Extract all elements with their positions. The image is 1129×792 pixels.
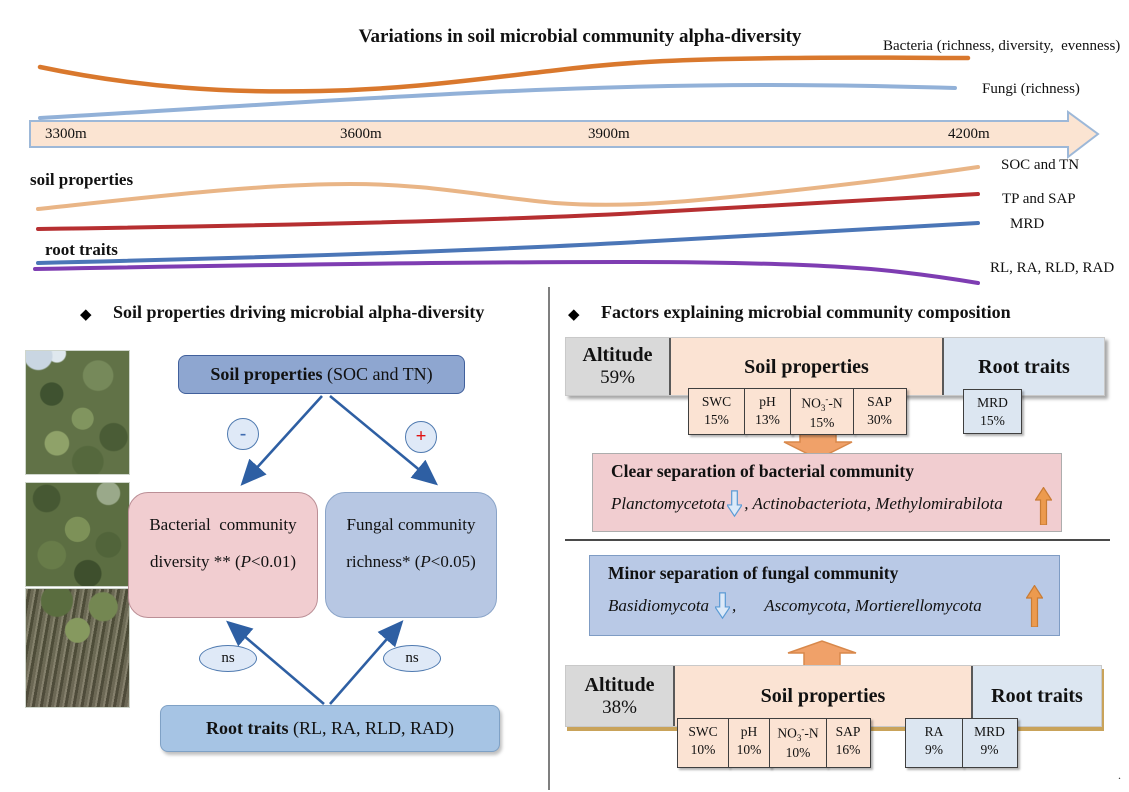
bacteria-swc-cell [688, 388, 745, 435]
fungi-altitude-label: Altitude [584, 673, 655, 696]
bacteria-ph-pct: 13% [755, 412, 780, 428]
bacterial-decreasing-taxa: Planctomycetota [611, 494, 726, 513]
fungi-no3n-cell [769, 718, 827, 768]
fungi-altitude-cell [566, 666, 673, 726]
fungi-trend-curve [40, 85, 955, 118]
blue-down-arrow-icon-fungi [715, 592, 730, 620]
bacterial-box-line2 [150, 552, 296, 572]
vegetation-photo-1 [25, 350, 130, 475]
right-diamond-bullet-icon: ◆ [568, 307, 580, 323]
minus-icon: - [227, 418, 259, 450]
fungal-result-box [589, 555, 1060, 636]
stray-period-mark: . [1118, 768, 1121, 782]
fungal-result-title: Minor separation of fungal community [608, 563, 899, 583]
root-traits-box [160, 705, 500, 752]
fungi-swc-cell [677, 718, 729, 768]
bacteria-no3n-sub: 3 [820, 403, 826, 414]
bacteria-altitude-cell [566, 338, 669, 395]
rl-group-trend-curve [35, 262, 978, 283]
fungi-no3n-post: -N [804, 725, 819, 741]
bacteria-mrd-cell [963, 389, 1022, 434]
fungal-box-line2 [346, 552, 476, 572]
figure-title: Variations in soil microbial community alpha-diversity [358, 26, 802, 47]
fungi-no3n-pre: NO [777, 725, 797, 741]
altitude-tick-3900m: 3900m [588, 126, 630, 142]
bacterial-box-line1: Bacterial community [149, 515, 297, 534]
bacteria-sap-cell [853, 388, 907, 435]
bacteria-sap-pct: 30% [867, 412, 892, 428]
soc-tn-curve-label: SOC and TN [1001, 157, 1080, 173]
fungi-swc-name: SWC [688, 724, 718, 739]
bacterial-result-box [592, 453, 1062, 532]
fungi-curve-label: Fungi (richness) [982, 81, 1080, 97]
fungal-box-line2-post: <0.05) [430, 552, 476, 571]
fungi-swc-pct: 10% [690, 742, 716, 758]
mrd-trend-curve [38, 223, 978, 263]
fungal-result-taxa-line [608, 592, 1059, 620]
tp-sap-curve-label: TP and SAP [1002, 191, 1076, 207]
fungi-ph-name: pH [740, 724, 758, 739]
bacteria-mrd-name: MRD [977, 395, 1008, 410]
fungi-root-subcells [905, 718, 1018, 768]
bacterial-community-box [128, 492, 318, 618]
fungal-box-line1: Fungal community [346, 515, 476, 534]
root-traits-box-bold-text: Root traits [206, 718, 293, 738]
bacteria-root-subcells [963, 389, 1022, 434]
orange-up-arrow-icon-bacteria [1035, 487, 1052, 525]
bacteria-root-label: Root traits [978, 355, 1070, 378]
fungi-no3n-name [770, 723, 826, 744]
left-diamond-bullet-icon: ◆ [80, 307, 92, 323]
vegetation-photo-2 [25, 482, 130, 587]
fungi-ra-cell [905, 718, 963, 768]
altitude-tick-3300m: 3300m [45, 126, 87, 142]
fungi-sap-name: SAP [835, 724, 861, 739]
soil-properties-box-rest-text: (SOC and TN) [327, 364, 433, 384]
altitude-tick-3600m: 3600m [340, 126, 382, 142]
bacteria-soil-subcells [688, 388, 907, 435]
altitude-tick-4200m: 4200m [948, 126, 990, 142]
fungal-decreasing-taxa: Basidiomycota [608, 596, 710, 615]
right-section-heading: Factors explaining microbial community composition [601, 302, 1011, 322]
fungi-root-label: Root traits [991, 685, 1083, 707]
bacteria-mrd-pct: 15% [980, 413, 1005, 429]
bacteria-ph-name: pH [759, 394, 776, 409]
up-block-arrow-icon [782, 640, 862, 668]
fungi-soil-cell [673, 666, 971, 726]
vegetation-photo-3 [25, 588, 130, 708]
bacteria-root-cell [942, 338, 1104, 395]
bacteria-altitude-pct: 59% [600, 367, 635, 389]
fungi-altitude-pct: 38% [602, 696, 637, 718]
bacteria-sap-name: SAP [867, 394, 892, 409]
fungi-soil-subcells [677, 718, 871, 768]
bacterial-result-title: Clear separation of bacterial community [611, 461, 914, 481]
fungi-mrd-pct: 9% [980, 742, 999, 758]
fungal-community-box [325, 492, 497, 618]
bacterial-box-p-italic: P [240, 552, 252, 571]
fungal-box-line2-pre: richness* ( [346, 552, 421, 571]
root-traits-box-rest-text: (RL, RA, RLD, RAD) [292, 718, 454, 738]
blue-down-arrow-icon [727, 490, 742, 518]
plus-icon: + [405, 421, 437, 453]
soil-properties-box [178, 355, 465, 394]
ns-label-right: ns [383, 645, 441, 672]
altitude-axis-arrow-icon [30, 112, 1098, 157]
fungi-no3n-pct: 10% [785, 745, 811, 761]
left-section-heading: Soil properties driving microbial alpha-diversity [113, 302, 485, 322]
bacteria-no3n-pre: NO [801, 395, 821, 411]
rl-group-curve-label: RL, RA, RLD, RAD [990, 260, 1115, 276]
fungal-taxa-separator: , [732, 596, 737, 615]
bacterial-result-taxa-line [611, 490, 1061, 518]
bacteria-no3n-sup: - [825, 394, 829, 404]
fungal-increasing-taxa: Ascomycota, Mortierellomycota [764, 596, 982, 615]
fungi-ph-pct: 10% [736, 742, 762, 758]
bacterial-box-line2-post: <0.01) [251, 552, 297, 571]
bacteria-ph-cell [744, 388, 792, 435]
bacterial-taxa-separator: , [744, 494, 749, 513]
bacteria-soil-cell [669, 338, 942, 395]
bacteria-no3n-name [791, 393, 853, 414]
ns-label-left: ns [199, 645, 257, 672]
fungi-root-cell [971, 666, 1101, 726]
mrd-curve-label: MRD [1010, 216, 1045, 232]
root-traits-group-label: root traits [45, 240, 118, 259]
bacterial-increasing-taxa: Actinobacteriota, Methylomirabilota [752, 494, 1003, 513]
orange-up-arrow-icon-fungi [1026, 585, 1043, 627]
fungi-no3n-sub: 3 [796, 733, 802, 744]
fungi-sap-pct: 16% [835, 742, 861, 758]
fungi-sap-cell [826, 718, 871, 768]
bacteria-swc-name: SWC [701, 394, 732, 409]
bacterial-box-line2-pre: diversity ** ( [149, 552, 241, 571]
bacteria-curve-label: Bacteria (richness, diversity, evenness) [883, 38, 1121, 54]
bacteria-altitude-label: Altitude [582, 344, 653, 367]
bacteria-swc-pct: 15% [704, 412, 729, 428]
bacteria-soil-label: Soil properties [744, 355, 869, 378]
bacteria-no3n-post: -N [828, 395, 843, 411]
fungi-soil-label: Soil properties [760, 685, 886, 707]
fungi-no3n-sup: - [801, 724, 805, 734]
fungi-mrd-cell [962, 718, 1018, 768]
bacteria-no3n-pct: 15% [809, 415, 835, 431]
fungi-ra-pct: 9% [925, 742, 943, 758]
fungal-box-p-italic: P [420, 552, 431, 571]
bacteria-no3n-cell [790, 388, 854, 435]
soil-properties-group-label: soil properties [30, 170, 134, 189]
fungi-ph-cell [728, 718, 771, 768]
fungi-mrd-name: MRD [974, 724, 1005, 739]
soil-properties-box-bold-text: Soil properties [210, 364, 327, 384]
fungi-ra-name: RA [924, 724, 944, 739]
